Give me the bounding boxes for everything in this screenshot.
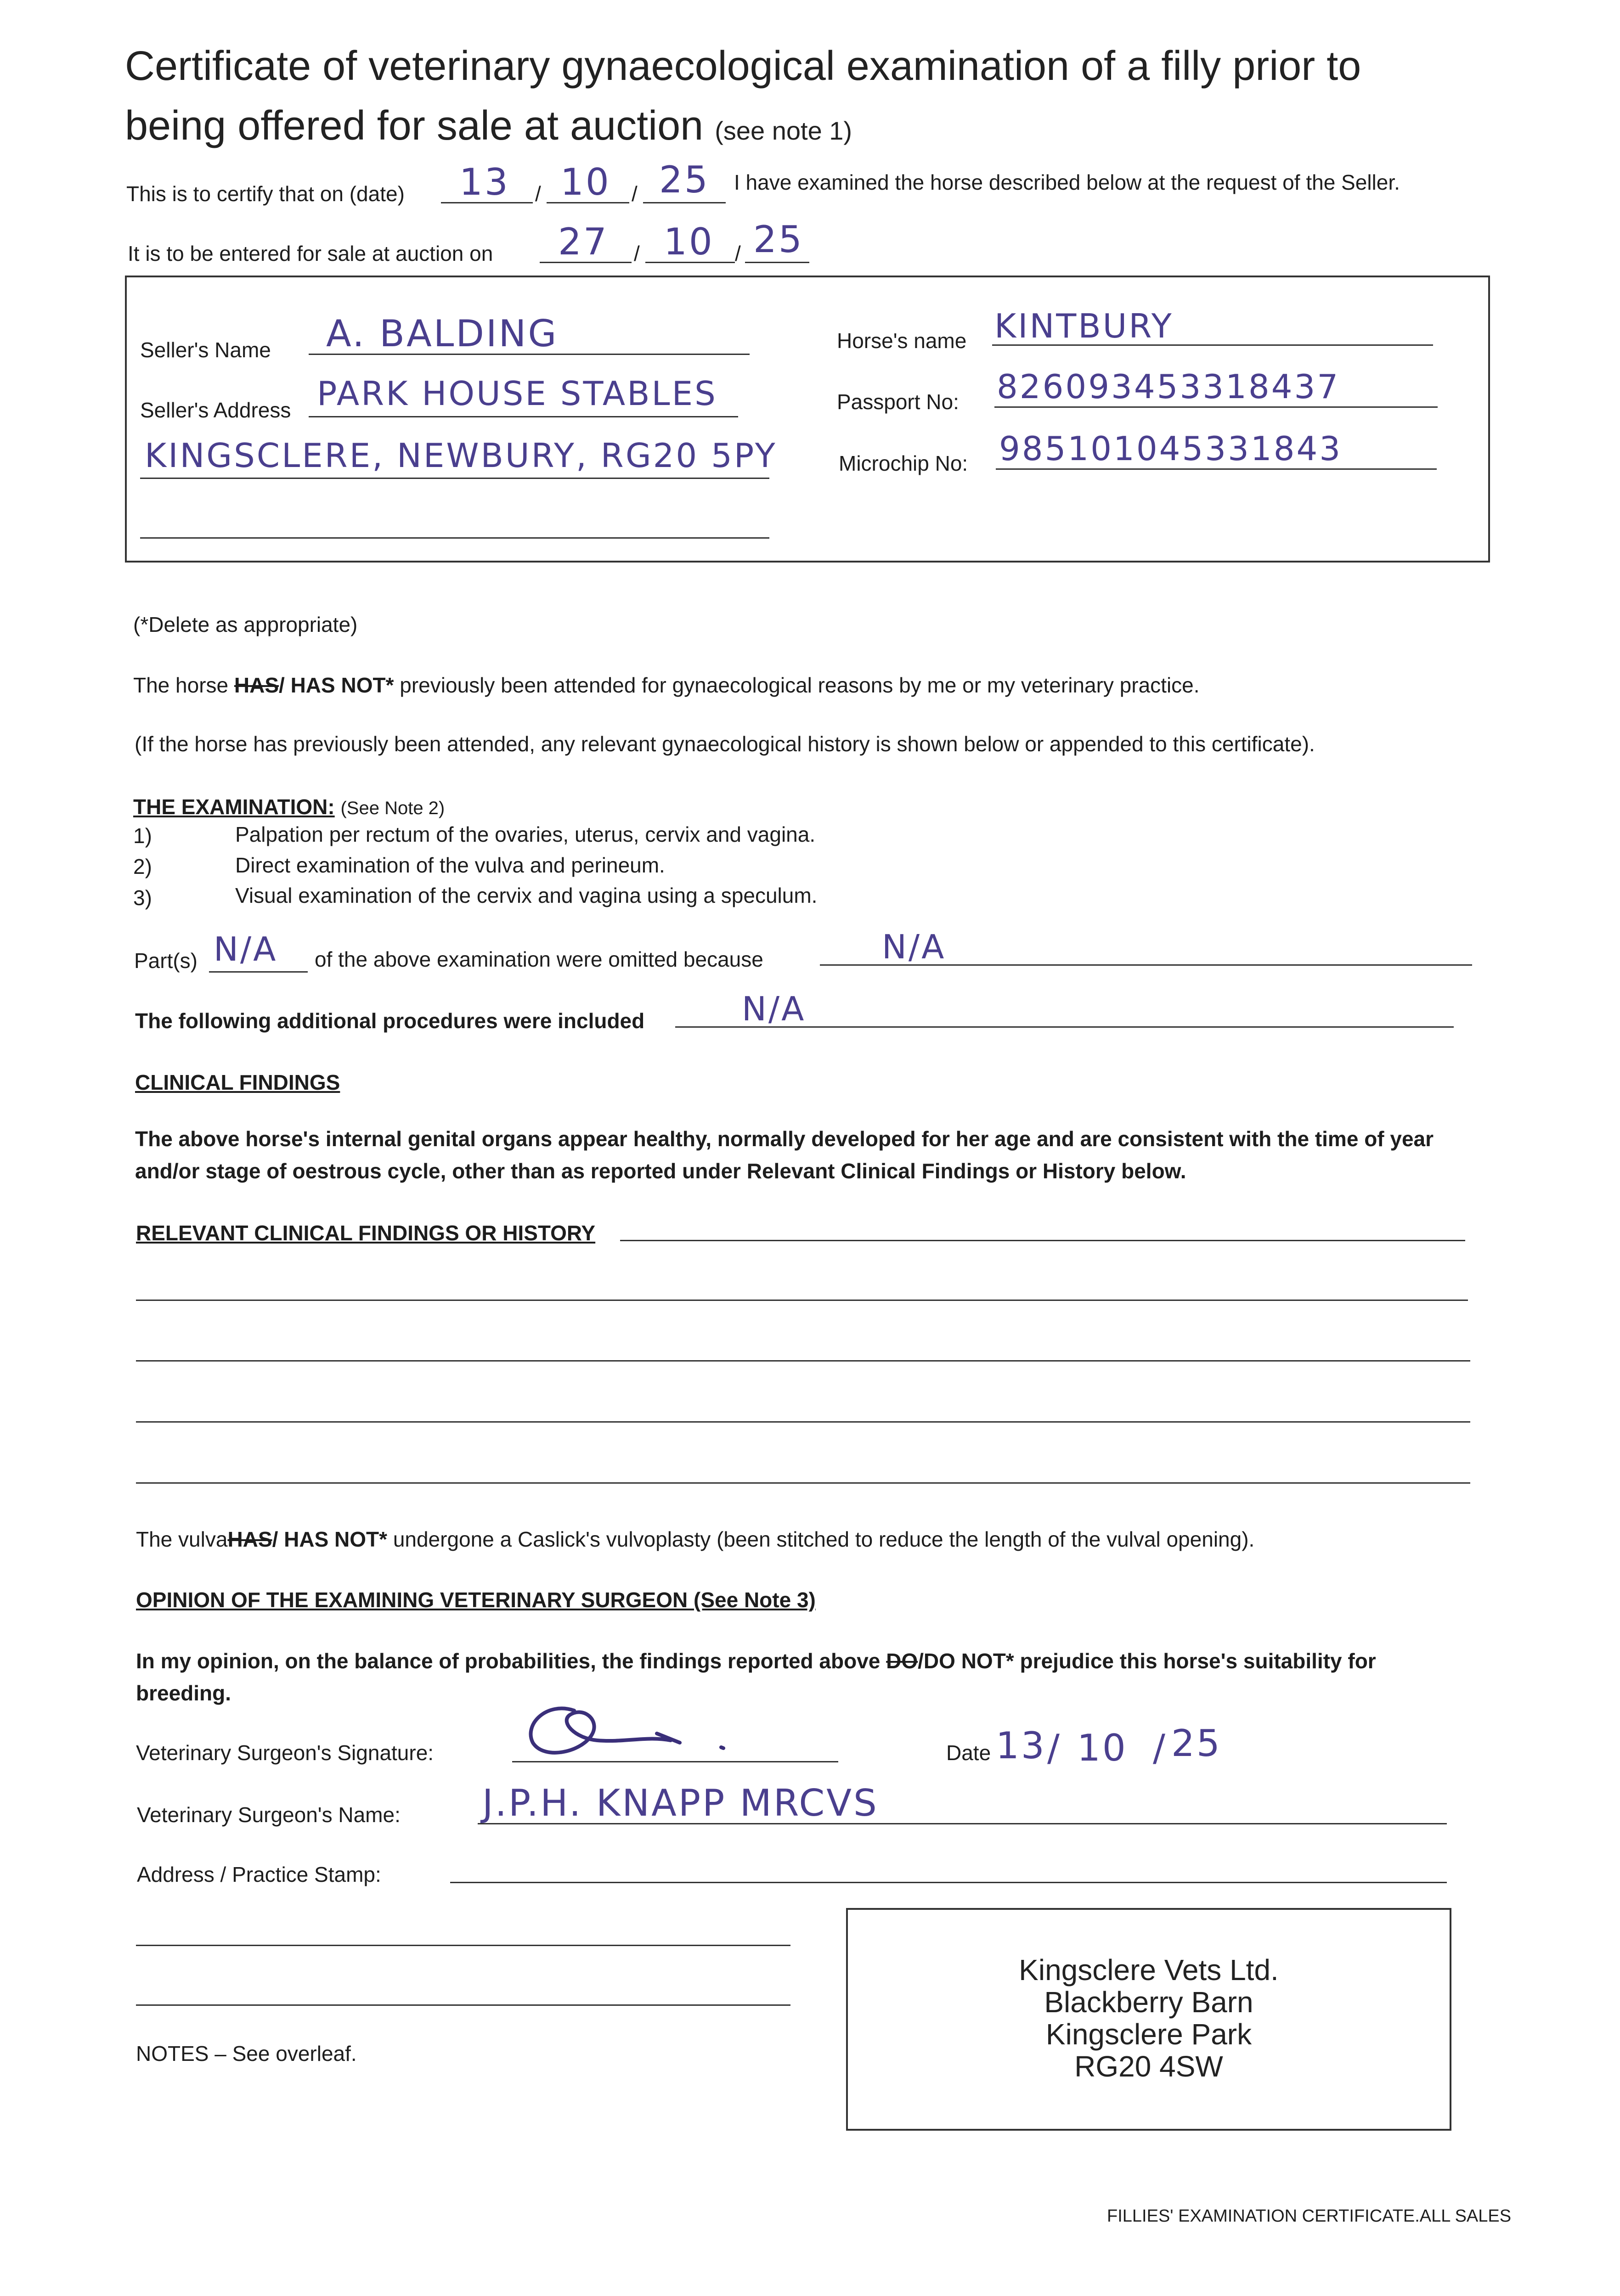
- title-line-1: Certificate of veterinary gynaecological examination of a filly prior to: [125, 43, 1361, 89]
- stamp-line-3: Kingsclere Park: [1045, 2018, 1252, 2051]
- vulva-line: [136, 1527, 1254, 1552]
- auction-year-line: [745, 262, 809, 263]
- clinical-heading: CLINICAL FINDINGS: [135, 1070, 340, 1094]
- exam-item-2-num: 2): [133, 855, 152, 878]
- auction-prefix: It is to be entered for sale at auction on: [128, 242, 493, 265]
- passport-label: Passport No:: [837, 390, 959, 414]
- examination-note: (See Note 2): [340, 798, 445, 818]
- microchip-line: [996, 468, 1437, 470]
- address-line-1: [136, 1945, 790, 1946]
- signature-label: Veterinary Surgeon's Signature:: [136, 1741, 434, 1765]
- title-line-2-text: being offered for sale at auction: [125, 103, 704, 149]
- signature-scribble-icon: [519, 1697, 730, 1766]
- certify-prefix: This is to certify that on (date): [126, 182, 405, 206]
- exam-item-1-text: Palpation per rectum of the ovaries, uterus, cervix and vagina.: [235, 822, 816, 846]
- vulva-has-not: / HAS NOT*: [272, 1527, 388, 1551]
- seller-address-line-1: [309, 416, 738, 417]
- examination-heading-row: [133, 794, 445, 819]
- examination-heading: THE EXAMINATION:: [133, 795, 335, 819]
- auction-day: 27: [558, 220, 609, 263]
- attended-prefix: The horse: [133, 673, 229, 697]
- history-note: (If the horse has previously been attended, any relevant gynaecological history is shown below or appended to this certificate).: [135, 732, 1315, 756]
- additional-label: The following additional procedures were included: [135, 1009, 645, 1033]
- omitted-parts-line: [209, 971, 308, 973]
- microchip-label: Microchip No:: [839, 451, 968, 475]
- address-label: Address / Practice Stamp:: [137, 1863, 381, 1886]
- vulva-suffix: undergone a Caslick's vulvoplasty (been stitched to reduce the length of the vulval opening).: [393, 1527, 1255, 1551]
- exam-item-2-text: Direct examination of the vulva and perineum.: [235, 853, 665, 877]
- address-line-0: [450, 1882, 1447, 1883]
- notes-text: NOTES – See overleaf.: [136, 2042, 357, 2065]
- attended-suffix: previously been attended for gynaecological reasons by me or my veterinary practice.: [400, 673, 1200, 697]
- vet-name-value: J.P.H. KNAPP MRCVS: [482, 1782, 879, 1824]
- title-note: (see note 1): [715, 116, 852, 145]
- delete-note: (*Delete as appropriate): [133, 613, 358, 636]
- certify-year-line: [643, 202, 726, 203]
- omitted-reason-value: N/A: [882, 928, 946, 966]
- seller-address-line-3: [140, 537, 769, 539]
- opinion-line-2: breeding.: [136, 1681, 231, 1705]
- seller-address-line-2: [140, 478, 769, 479]
- clinical-statement-1: The above horse's internal genital organs appear healthy, normally developed for her age and are consistent with the time of year: [135, 1127, 1434, 1151]
- certify-sep-1: /: [535, 182, 541, 206]
- microchip-value: 985101045331843: [999, 429, 1343, 468]
- omitted-middle: of the above examination were omitted because: [315, 947, 763, 971]
- relevant-line-4: [136, 1482, 1470, 1484]
- title-line-2: [125, 100, 852, 157]
- signature-date-month: 10: [1077, 1727, 1128, 1769]
- certify-suffix: I have examined the horse described below at the request of the Seller.: [734, 170, 1400, 194]
- seller-name-value: A. BALDING: [326, 312, 559, 355]
- seller-name-label: Seller's Name: [140, 338, 271, 362]
- seller-address-value-2: KINGSCLERE, NEWBURY, RG20 5PY: [145, 436, 777, 475]
- relevant-heading: RELEVANT CLINICAL FINDINGS OR HISTORY: [136, 1221, 596, 1245]
- stamp-line-2: Blackberry Barn: [1044, 1986, 1253, 2019]
- footer-text: FILLIES' EXAMINATION CERTIFICATE.ALL SALES: [1107, 2206, 1512, 2226]
- signature-date-year: 25: [1171, 1722, 1222, 1765]
- horse-name-label: Horse's name: [837, 329, 967, 353]
- relevant-line-3: [136, 1421, 1470, 1423]
- opinion-prefix: In my opinion, on the balance of probabilities, the findings reported above: [136, 1649, 881, 1673]
- exam-item-1-num: 1): [133, 824, 152, 848]
- clinical-statement-2: and/or stage of oestrous cycle, other than as reported under Relevant Clinical Findings or History below.: [135, 1159, 1186, 1183]
- attended-line: [133, 673, 1200, 698]
- exam-item-3-text: Visual examination of the cervix and vagina using a speculum.: [235, 884, 818, 907]
- certify-day: 13: [459, 161, 510, 203]
- opinion-suffix: prejudice this horse's suitability for: [1020, 1649, 1376, 1673]
- opinion-do-struck: DO: [886, 1649, 918, 1673]
- signature-date-sep-1: /: [1047, 1727, 1061, 1769]
- seller-address-value-1: PARK HOUSE STABLES: [317, 374, 717, 413]
- attended-has-not: / HAS NOT*: [279, 673, 394, 697]
- omitted-parts-value: N/A: [214, 930, 278, 968]
- signature-date-day: 13: [996, 1724, 1046, 1767]
- stamp-line-4: RG20 4SW: [1074, 2050, 1223, 2083]
- additional-value: N/A: [742, 990, 806, 1028]
- opinion-do-not: /DO NOT*: [918, 1649, 1014, 1673]
- opinion-heading: OPINION OF THE EXAMINING VETERINARY SURGEON (See Note 3): [136, 1588, 816, 1612]
- relevant-line-0: [620, 1240, 1465, 1241]
- passport-line: [994, 406, 1438, 408]
- passport-value: 826093453318437: [997, 367, 1340, 406]
- signature-date-sep-2: /: [1153, 1727, 1167, 1769]
- horse-name-value: KINTBURY: [994, 307, 1174, 345]
- omitted-prefix: Part(s): [134, 949, 198, 973]
- address-line-2: [136, 2004, 790, 2006]
- signature-date-label: Date: [946, 1741, 991, 1765]
- certify-sep-2: /: [632, 182, 638, 206]
- certify-month: 10: [560, 161, 611, 203]
- attended-has-struck: HAS: [234, 673, 279, 697]
- auction-year: 25: [753, 218, 804, 261]
- opinion-line-1: [136, 1649, 1376, 1673]
- auction-sep-1: /: [634, 242, 640, 265]
- stamp-line-1: Kingsclere Vets Ltd.: [1019, 1953, 1279, 1986]
- vulva-prefix: The vulva: [136, 1527, 228, 1551]
- vulva-has-struck: HAS: [227, 1527, 272, 1551]
- relevant-line-2: [136, 1360, 1470, 1362]
- auction-month: 10: [664, 220, 714, 263]
- certify-year: 25: [659, 158, 710, 201]
- vet-name-label: Veterinary Surgeon's Name:: [137, 1803, 401, 1827]
- relevant-line-1: [136, 1300, 1468, 1301]
- seller-address-label: Seller's Address: [140, 398, 291, 422]
- exam-item-3-num: 3): [133, 886, 152, 910]
- auction-sep-2: /: [735, 242, 741, 265]
